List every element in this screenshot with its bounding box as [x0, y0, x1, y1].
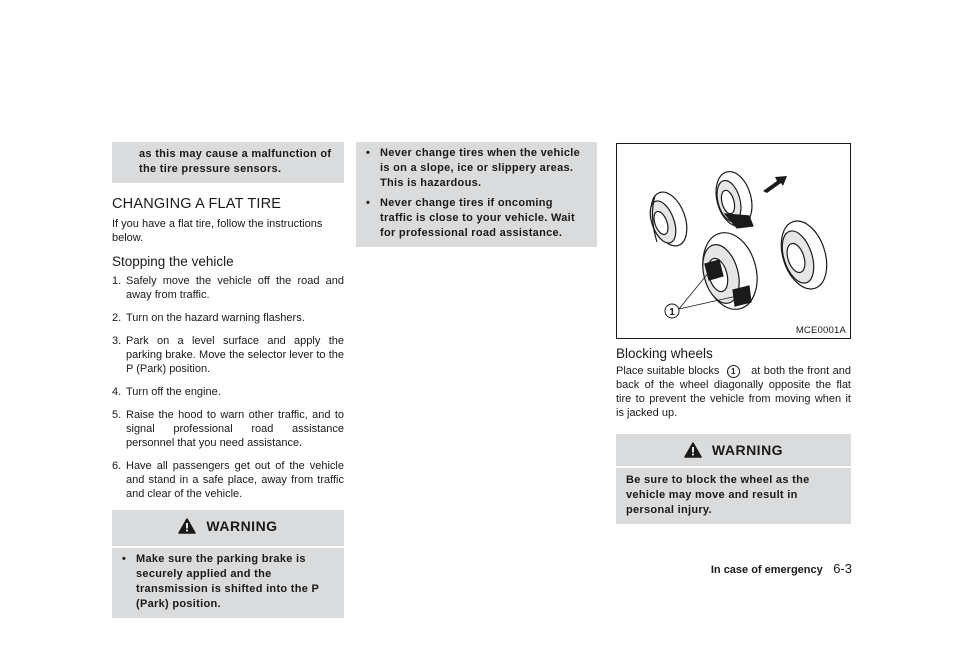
warning-box-parking [112, 510, 344, 546]
step-number: 5. [112, 409, 122, 421]
intro-text: If you have a flat tire, follow the instructions below. [112, 218, 323, 244]
warning-header [112, 510, 344, 542]
column-3 [616, 143, 851, 524]
warning-triangle-icon [684, 442, 702, 458]
tire-rear-right [773, 215, 835, 295]
step-number: 2. [112, 312, 122, 324]
step-text: Turn off the engine. [126, 386, 221, 398]
list-item [112, 408, 344, 450]
warning-text: Make sure the parking brake is securely applied and the transmission is shifted into the P (Park) position. [136, 553, 319, 610]
list-item [112, 459, 344, 501]
step-text: Safely move the vehicle off the road and away from traffic. [126, 275, 344, 301]
continued-warning-box [112, 142, 344, 183]
section-title: CHANGING A FLAT TIRE [112, 196, 282, 212]
tire-front-center [695, 227, 765, 316]
step-text: Park on a level surface and apply the parking brake. Move the selector lever to the P (Park) position. [126, 335, 344, 375]
wheel-blocks-illustration [617, 144, 850, 338]
warning-body-parking [112, 548, 344, 618]
bullet-dot: • [366, 197, 371, 209]
figure-label: MCE0001A [795, 325, 846, 336]
warning-header [616, 434, 851, 466]
warning-body-blocking [616, 468, 851, 524]
list-item [112, 334, 344, 376]
column-2-warning-box [356, 142, 597, 247]
warning-text: Never change tires when the vehicle is on a slope, ice or slippery areas. This is hazardous. [380, 147, 581, 189]
list-item [112, 274, 344, 302]
tire-front-left [644, 187, 693, 251]
subsection-title-stopping: Stopping the vehicle [112, 254, 234, 269]
footer-chapter: In case of emergency [710, 564, 823, 576]
blocking-text-before: Place suitable blocks [616, 365, 720, 377]
bullet-dot: • [366, 147, 371, 159]
warning-triangle-icon [178, 518, 196, 534]
arrow-icon [763, 176, 787, 193]
warning-box-blocking [616, 434, 851, 466]
warning-text: Never change tires if oncoming traffic is close to your vehicle. Wait for professional road assistance. [380, 197, 575, 239]
bullet-dot: • [122, 553, 127, 565]
list-item [112, 385, 344, 399]
blocking-text [616, 364, 851, 420]
column-1 [112, 142, 344, 618]
callout-inline-icon: 1 [727, 365, 740, 378]
callout-number: 1 [669, 307, 675, 318]
step-text: Have all passengers get out of the vehicle and stand in a safe place, away from traffic and clear of the vehicle. [126, 460, 344, 500]
step-number: 6. [112, 460, 122, 472]
step-number: 4. [112, 386, 122, 398]
list-item [112, 311, 344, 325]
step-number: 1. [112, 275, 122, 287]
blocking-text-after: at both the front and back of the wheel diagonally opposite the flat tire to prevent the vehicle from moving when it is jacked up. [616, 365, 851, 419]
step-number: 3. [112, 335, 122, 347]
footer-page-number: 6-3 [833, 561, 852, 576]
step-text: Turn on the hazard warning flashers. [126, 312, 305, 324]
subsection-title-blocking: Blocking wheels [616, 346, 713, 361]
warning-bullet-item [356, 146, 587, 191]
warning-bullet-item [356, 196, 587, 241]
steps-list [112, 274, 344, 501]
page-footer [680, 560, 852, 578]
continued-warning-text: as this may cause a malfunction of the tire pressure sensors. [139, 148, 332, 175]
wheel-blocks-figure [616, 143, 851, 339]
warning-title: WARNING [711, 442, 784, 458]
step-text: Raise the hood to warn other traffic, and to signal professional road assistance personnel that you need assistance. [126, 409, 344, 449]
warning-text: Be sure to block the wheel as the vehicle may move and result in personal injury. [626, 474, 810, 516]
tire-rear-top [710, 168, 757, 231]
warning-bullet-item [112, 552, 334, 612]
warning-title: WARNING [206, 518, 278, 534]
